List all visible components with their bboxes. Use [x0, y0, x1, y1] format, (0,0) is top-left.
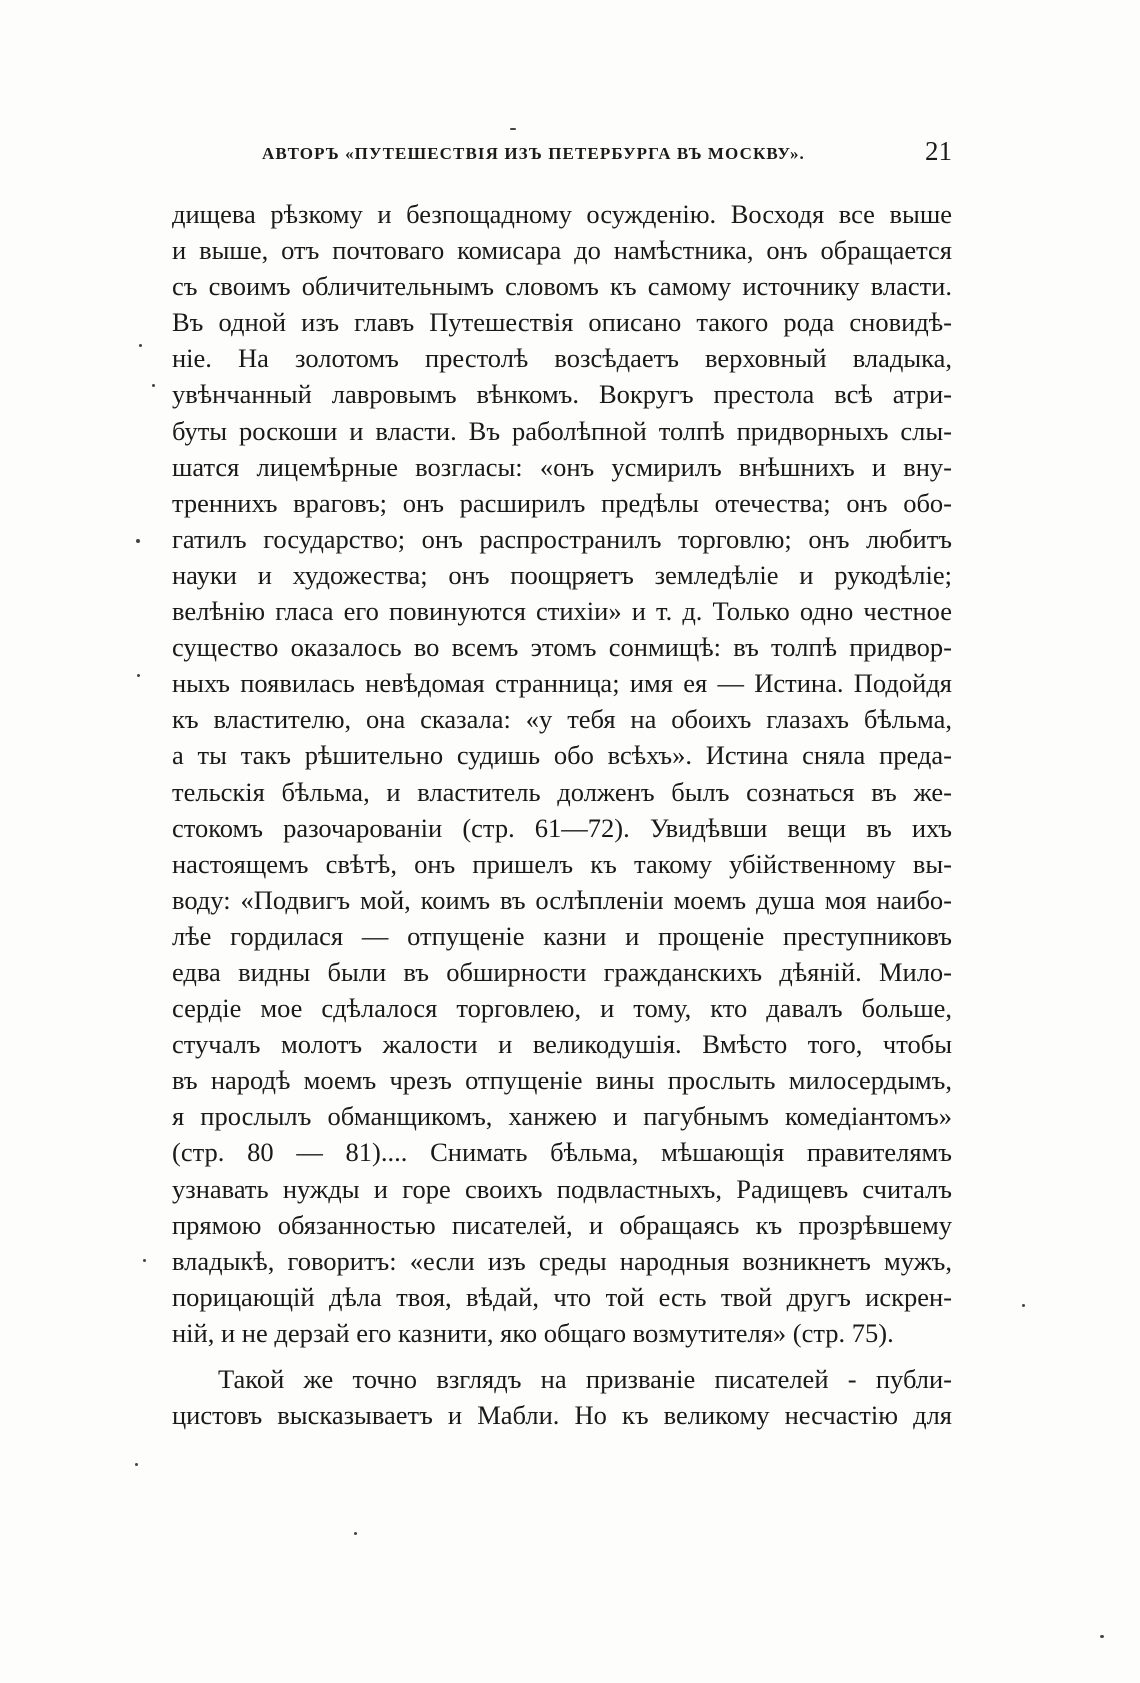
scan-speck	[139, 344, 142, 347]
paragraph	[172, 196, 952, 1351]
text-line: науки и художества; онъ поощряетъ земледѣліе и рукодѣліе;	[172, 559, 952, 590]
text-line: Такой же точно взглядъ на призваніе писателей - публи-	[218, 1364, 952, 1394]
scan-speck	[137, 674, 140, 677]
scan-speck	[1022, 1304, 1025, 1307]
text-line: лѣе гордилася — отпущеніе казни и прощеніе преступниковъ	[172, 920, 952, 951]
scan-speck	[354, 1532, 357, 1535]
body-text	[172, 196, 952, 1433]
text-line: буты роскоши и власти. Въ раболѣпной толпѣ придворныхъ слы-	[172, 415, 952, 446]
page-number: 21	[925, 136, 952, 166]
text-line: существо оказалось во всемъ этомъ сонмищѣ: въ толпѣ придвор-	[172, 632, 952, 663]
text-line: гатилъ государство; онъ распространилъ торговлю; онъ любитъ	[172, 523, 952, 554]
text-line: воду: «Подвигъ мой, коимъ въ ослѣпленіи моемъ душа моя наибо-	[172, 884, 952, 915]
text-line: я прослылъ обманщикомъ, ханжею и пагубнымъ комедіантомъ»	[172, 1101, 952, 1132]
paragraph-gap	[172, 1351, 952, 1361]
text-line: настоящемъ свѣтѣ, онъ пришелъ къ такому убійственному вы-	[172, 848, 952, 879]
text-line: Въ одной изъ главъ Путешествія описано такого рода сновидѣ-	[172, 307, 952, 338]
text-line: въ народѣ моемъ чрезъ отпущеніе вины прослыть милосердымъ,	[172, 1065, 952, 1096]
text-line: а ты такъ рѣшительно судишь обо всѣхъ». Истина сняла преда-	[172, 740, 952, 771]
text-line: прямою обязанностью писателей, и обращаясь къ прозрѣвшему	[172, 1209, 952, 1240]
text-line: и выше, отъ почтоваго комисара до намѣстника, онъ обращается	[172, 235, 952, 266]
text-line: тельскія бѣльма, и властитель долженъ былъ сознаться въ же-	[172, 776, 952, 807]
text-line: къ властителю, она сказала: «у тебя на обоихъ глазахъ бѣльма,	[172, 704, 952, 735]
paragraph	[172, 1361, 952, 1433]
text-line: треннихъ враговъ; онъ расширилъ предѣлы отечества; онъ обо-	[172, 487, 952, 518]
running-header	[262, 136, 952, 176]
text-line: ніе. На золотомъ престолѣ возсѣдаетъ верховный владыка,	[172, 343, 952, 374]
text-line: едва видны были въ обширности гражданскихъ дѣяній. Мило-	[172, 956, 952, 987]
text-line: дищева рѣзкому и безпощадному осужденію. Восходя все выше	[172, 199, 952, 229]
scan-speck	[510, 128, 516, 130]
running-title: АВТОРЪ «ПУТЕШЕСТВІЯ ИЗЪ ПЕТЕРБУРГА ВЪ МОСКВУ».	[262, 144, 805, 163]
scan-speck	[152, 384, 155, 387]
text-line: сердіе мое сдѣлалося торговлею, и тому, кто давалъ больше,	[172, 993, 952, 1024]
scan-speck	[143, 1259, 146, 1262]
text-line: владыкѣ, говоритъ: «если изъ среды народныя возникнетъ мужъ,	[172, 1245, 952, 1276]
text-line: (стр. 80 — 81).... Снимать бѣльма, мѣшающія правителямъ	[172, 1137, 952, 1168]
text-line: стокомъ разочарованіи (стр. 61—72). Увидѣвши вещи въ ихъ	[172, 812, 952, 843]
scan-speck	[135, 1463, 138, 1466]
text-line: порицающій дѣла твоя, вѣдай, что той есть твой другъ искрен-	[172, 1281, 952, 1312]
text-line: стучалъ молотъ жалости и великодушія. Вмѣсто того, чтобы	[172, 1029, 952, 1060]
text-line: цистовъ высказываетъ и Мабли. Но къ великому несчастію для	[172, 1400, 952, 1431]
text-line: увѣнчанный лавровымъ вѣнкомъ. Вокругъ престола всѣ атри-	[172, 379, 952, 410]
text-line: ній, и не дерзай его казнити, яко общаго возмутителя» (стр. 75).	[172, 1317, 894, 1348]
scan-speck	[1100, 1635, 1104, 1638]
text-line: узнавать нужды и горе своихъ подвластныхъ, Радищевъ считалъ	[172, 1173, 952, 1204]
text-line: велѣнію гласа его повинуются стихіи» и т. д. Только одно честное	[172, 596, 952, 627]
scan-speck	[136, 539, 140, 543]
text-line: ныхъ появилась невѣдомая странница; имя ея — Истина. Подойдя	[172, 668, 952, 699]
text-line: съ своимъ обличительнымъ словомъ къ самому источнику власти.	[172, 271, 952, 302]
text-line: шатся лицемѣрные возгласы: «онъ усмирилъ внѣшнихъ и вну-	[172, 451, 952, 482]
